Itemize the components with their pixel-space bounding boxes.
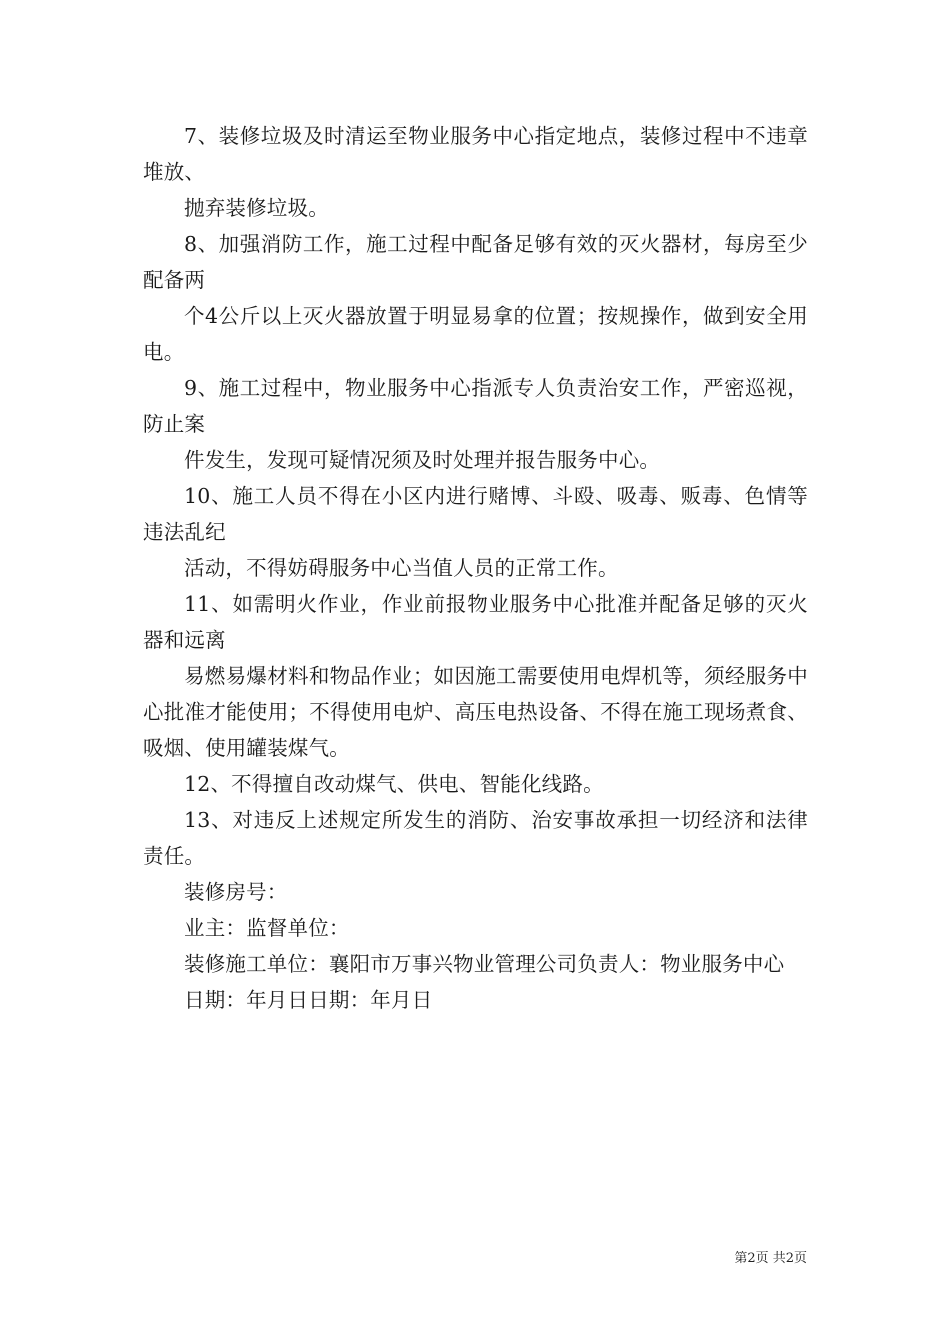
paragraph-8: 活动，不得妨碍服务中心当值人员的正常工作。 xyxy=(184,556,619,580)
paragraph-2: 抛弃装修垃圾。 xyxy=(184,196,329,220)
paragraph-6: 件发生，发现可疑情况须及时处理并报告服务中心。 xyxy=(184,448,661,472)
renovation-room-number: 装修房号： xyxy=(184,880,288,904)
paragraph-3: 8、加强消防工作，施工过程中配备足够有效的灭火器材，每房至少配备两 xyxy=(143,232,808,292)
paragraph-11: 12、不得擅自改动煤气、供电、智能化线路。 xyxy=(184,772,604,796)
date-line: 日期：年月日日期：年月日 xyxy=(184,988,433,1012)
paragraph-12: 13、对违反上述规定所发生的消防、治安事故承担一切经济和法律责任。 xyxy=(143,808,808,868)
owner-supervisor-line: 业主：监督单位： xyxy=(184,916,350,940)
paragraph-9: 11、如需明火作业，作业前报物业服务中心批准并配备足够的灭火器和远离 xyxy=(143,592,808,652)
paragraph-1: 7、装修垃圾及时清运至物业服务中心指定地点，装修过程中不违章堆放、 xyxy=(143,124,808,184)
paragraph-4: 个4公斤以上灭火器放置于明显易拿的位置；按规操作，做到安全用电。 xyxy=(143,304,808,364)
paragraph-5: 9、施工过程中，物业服务中心指派专人负责治安工作，严密巡视，防止案 xyxy=(143,376,808,436)
paragraph-10: 易燃易爆材料和物品作业；如因施工需要使用电焊机等，须经服务中心批准才能使用；不得使用电炉、高压电热设备、不得在施工现场煮食、吸烟、使用罐装煤气。 xyxy=(143,664,808,760)
document-body xyxy=(143,118,808,1018)
page-number-footer: 第2页 共2页 xyxy=(734,1251,807,1266)
construction-unit-line: 装修施工单位：襄阳市万事兴物业管理公司负责人：物业服务中心 xyxy=(184,952,785,976)
paragraph-7: 10、施工人员不得在小区内进行赌博、斗殴、吸毒、贩毒、色情等违法乱纪 xyxy=(143,484,808,544)
